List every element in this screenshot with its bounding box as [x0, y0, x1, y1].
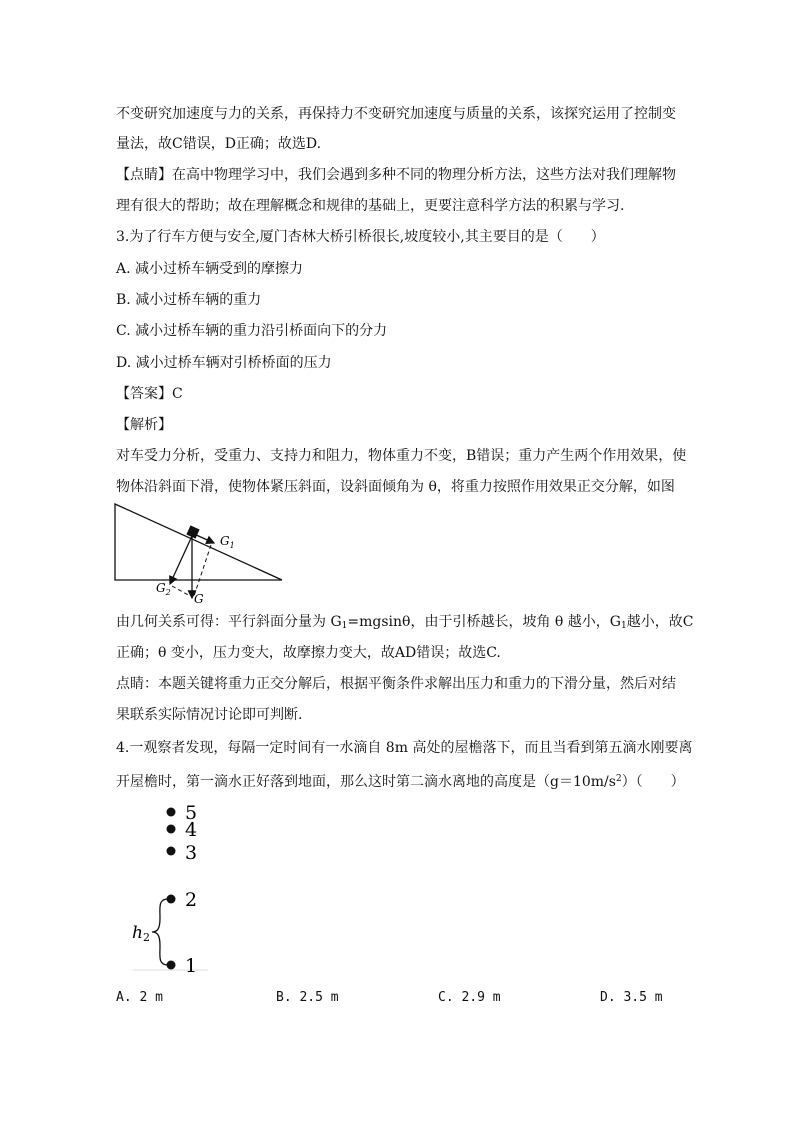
q3-option-d: D. 减小过桥车辆对引桥桥面的压力	[116, 355, 332, 371]
drop-label-2: 2	[185, 889, 198, 911]
q4-option-c: C. 2.9 m	[438, 990, 501, 1005]
drop-label-4: 4	[185, 819, 198, 841]
drop-label-3: 3	[185, 842, 198, 864]
block	[186, 525, 199, 538]
height-brace	[152, 899, 168, 965]
drop-3	[167, 847, 176, 856]
label-g2: $G_2$	[156, 581, 171, 597]
question-4-line-1: 4.一观察者发现，每隔一定时间有一水滴自 8m 高处的屋檐落下，而且当看到第五滴水刚要离	[116, 740, 693, 756]
solution-line-2: 量法，故C错误，D正确；故选D.	[116, 136, 322, 152]
q4-option-b: B. 2.5 m	[276, 990, 339, 1005]
label-g: G	[194, 592, 204, 606]
q3-option-c: C. 减小过桥车辆的重力沿引桥面向下的分力	[116, 323, 388, 339]
drop-label-5: 5	[185, 802, 198, 824]
water-drops-diagram	[128, 798, 218, 976]
q4-option-a: A. 2 m	[116, 990, 163, 1005]
q3-tip-line-1: 点睛：本题关键将重力正交分解后，根据平衡条件求解出压力和重力的下滑分量，然后对结	[116, 676, 676, 692]
label-g1: $G_1$	[220, 534, 235, 550]
h2-label: h2	[132, 923, 150, 944]
tip-line-1: 【点睛】在高中物理学习中，我们会遇到多种不同的物理分析方法，这些方法对我们理解物	[116, 167, 676, 183]
q3-option-a: A. 减小过桥车辆受到的摩擦力	[116, 261, 304, 277]
q3-analysis-line-2: 物体沿斜面下滑，使物体紧压斜面，设斜面倾角为 θ，将重力按照作用效果正交分解，如图	[116, 479, 675, 495]
drop-4	[167, 825, 176, 834]
drop-5	[167, 808, 176, 817]
q3-analysis-line-4: 正确；θ 变小，压力变大，故摩擦力变大，故AD错误；故选C.	[116, 645, 501, 661]
incline-triangle	[115, 504, 282, 580]
dashed-line-1	[194, 545, 211, 596]
q3-analysis-line-1: 对车受力分析，受重力、支持力和阻力，物体重力不变，B错误；重力产生两个作用效果，使	[116, 448, 687, 464]
dashed-line-2	[172, 586, 190, 596]
q4-option-d: D. 3.5 m	[600, 990, 663, 1005]
q3-analysis-heading: 【解析】	[116, 417, 172, 433]
solution-line-1: 不变研究加速度与力的关系，再保持力不变研究加速度与质量的关系，该探究运用了控制变	[116, 106, 676, 122]
tip-line-2: 理有很大的帮助；故在理解概念和规律的基础上，更要注意科学方法的积累与学习.	[116, 198, 625, 214]
g2-arrow	[170, 536, 192, 584]
q3-option-b: B. 减小过桥车辆的重力	[116, 292, 262, 308]
drop-label-1: 1	[185, 955, 198, 976]
question-3: 3.为了行车方便与安全,厦门杏林大桥引桥很长,坡度较小,其主要目的是（ ）	[116, 229, 605, 245]
question-4-line-2: 开屋檐时，第一滴水正好落到地面，那么这时第二滴水离地的高度是$(g=10m/s^2)$（ ）	[116, 774, 685, 790]
q3-tip-line-2: 果联系实际情况讨论即可判断.	[116, 707, 303, 723]
q3-analysis-line-3: 由几何关系可得：平行斜面分量为 $G_1=mgsin\theta$，由于引桥越长，坡角 θ 越小，$G_1$越小，故C	[116, 614, 694, 631]
incline-force-diagram	[110, 500, 290, 606]
q3-answer: 【答案】C	[116, 386, 183, 402]
